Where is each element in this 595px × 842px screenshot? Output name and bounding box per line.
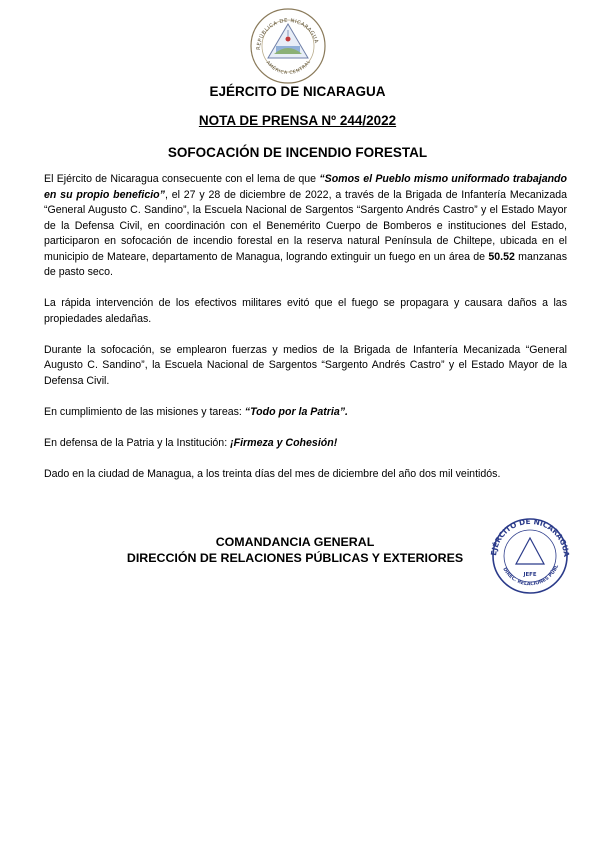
p1-end: manzanas de pasto seco. <box>44 250 567 278</box>
p4-motto: “Todo por la Patria”. <box>244 405 348 418</box>
p5-intro: En defensa de la Patria y la Institución: <box>44 436 231 449</box>
nicaragua-coat-of-arms-seal <box>248 6 328 86</box>
organization-title: EJÉRCITO DE NICARAGUA <box>209 84 386 99</box>
p1-detail: , el 27 y 28 de diciembre de 2022, a través de la Brigada de Infantería Mecanizada “General Augusto C. Sandino”, la Escuela Nacional de Sargentos “Sargento Andrés Castro” y el Estado Mayor de la Defensa Civil, en coordinación con el Benemérito Cuerpo de Bomberos e instituciones del Estado, participaron en sofocación de incendio forestal en la reserva natural Península de Chiltepe, ubicada en el municipio de Mateare, departamento de Managua, logrando extinguir un fuego en un área de <box>44 188 567 263</box>
stamp-text-top: EJÉRCITO DE NICARAGUA <box>489 516 572 558</box>
press-note-number: NOTA DE PRENSA Nº 244/2022 <box>198 113 397 128</box>
paragraph-5 <box>44 436 567 452</box>
p4-intro: En cumplimiento de las misiones y tareas: <box>44 405 245 418</box>
official-stamp-seal <box>478 516 578 596</box>
signature-line-1: COMANDANCIA GENERAL <box>215 535 375 549</box>
paragraph-3: Durante la sofocación, se emplearon fuerzas y medios de la Brigada de Infantería Mecanizada “General Augusto C. Sandino”, la Escuela Nacional de Sargentos “Sargento Andrés Castro” y el Estado Mayor de la Defensa Civil. <box>44 343 567 387</box>
stamp-center-text: JEFE <box>523 572 537 578</box>
press-body <box>44 172 567 498</box>
stamp-text-bottom: DIREC. RELACIONES PÚBL <box>501 564 561 588</box>
paragraph-6: Dado en la ciudad de Managua, a los treinta días del mes de diciembre del año dos mil veintidós. <box>44 467 501 480</box>
paragraph-2: La rápida intervención de los efectivos militares evitó que el fuego se propagara y causara daños a las propiedades aledañas. <box>44 297 567 325</box>
paragraph-1 <box>44 172 567 281</box>
signature-line-2: DIRECCIÓN DE RELACIONES PÚBLICAS Y EXTERIORES <box>126 551 464 565</box>
p5-motto: ¡Firmeza y Cohesión! <box>230 436 338 449</box>
svg-text:AMÉRICA CENTRAL <box>265 59 313 76</box>
p1-intro: El Ejército de Nicaragua consecuente con el lema de que <box>44 173 320 185</box>
press-headline: SOFOCACIÓN DE INCENDIO FORESTAL <box>167 145 428 160</box>
p1-motto: “Somos el Pueblo mismo uniformado trabajando en su propio beneficio” <box>44 173 567 201</box>
p1-area: 50.52 <box>488 250 515 263</box>
seal-text-bottom: AMÉRICA CENTRAL <box>264 59 313 77</box>
paragraph-4 <box>44 405 567 421</box>
signature-block <box>60 534 530 566</box>
seal-text-top: REPÚBLICA DE NICARAGUA <box>255 17 320 51</box>
